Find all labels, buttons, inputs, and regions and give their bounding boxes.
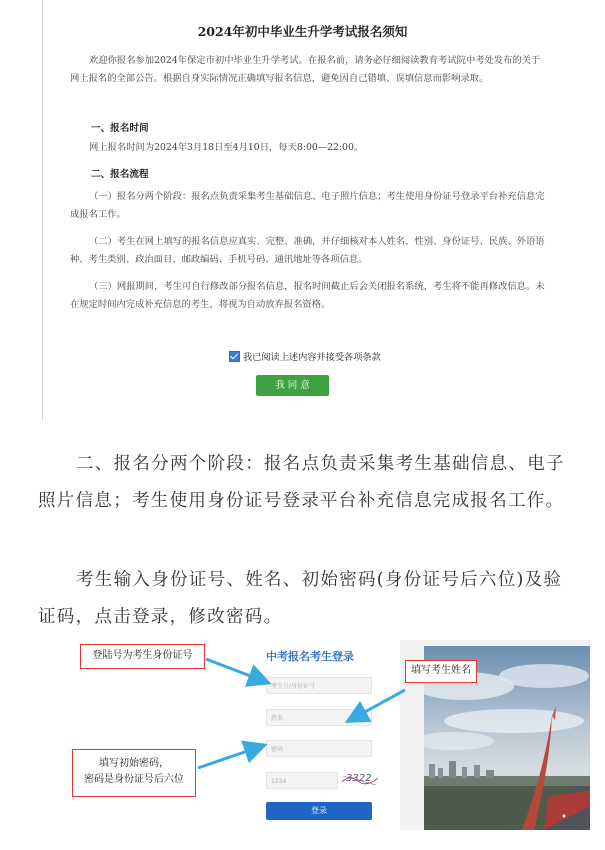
body-paragraph-2: 考生输入身份证号、姓名、初始密码(身份证号后六位)及验证码，点击登录，修改密码。 bbox=[38, 570, 563, 627]
arrow-id bbox=[206, 659, 266, 682]
process-step-2: （二）考生在网上填写的报名信息应真实、完整、准确，并仔细核对本人姓名、性别、身份证号、民族、外语语种、考生类别、政治面目、邮政编码、手机号码、通讯地址等各项信息。 bbox=[70, 236, 545, 265]
login-button[interactable]: 登录 bbox=[266, 802, 372, 820]
callout-id-hint: 登陆号为考生身份证号 bbox=[80, 644, 205, 669]
id-number-input[interactable]: 考生号/身份证号 bbox=[266, 677, 372, 694]
agree-checkbox-label[interactable]: 我已阅读上述内容并接受各项条款 bbox=[243, 352, 381, 363]
captcha-input[interactable]: 1234 bbox=[266, 772, 338, 789]
arrow-name bbox=[350, 690, 405, 720]
process-step-1: （一）报名分两个阶段：报名点负责采集考生基础信息、电子照片信息；考生使用身份证号登录平台补充信息完成报名工作。 bbox=[70, 191, 545, 220]
panel-left-border bbox=[42, 0, 43, 420]
login-title: 中考报名考生登录 bbox=[266, 650, 354, 663]
agree-button[interactable]: 我 同 意 bbox=[256, 375, 329, 396]
agree-checkbox[interactable] bbox=[229, 351, 240, 362]
notice-title: 2024年初中毕业生升学考试报名须知 bbox=[197, 24, 408, 39]
section-time-text: 网上报名时间为2024年3月18日至4月10日，每天8:00—22:00。 bbox=[89, 142, 364, 153]
body-paragraph-1: 二、报名分两个阶段：报名点负责采集考生基础信息、电子照片信息；考生使用身份证号登录平台补充信息完成报名工作。 bbox=[38, 454, 565, 511]
notice-intro: 欢迎你报名参加2024年保定市初中毕业生升学考试。在报名前，请务必仔细阅读教育考试院中考处发布的关于网上报名的全部公告。根据自身实际情况正确填写报名信息，避免因自己错填、误填信息而影响录取。 bbox=[70, 55, 541, 84]
callout-password-hint bbox=[72, 749, 196, 797]
agree-row[interactable] bbox=[229, 349, 381, 363]
callout-password-line-1: 填写初始密码， bbox=[99, 758, 169, 769]
password-input[interactable]: 密码 bbox=[266, 740, 372, 757]
section-process-heading: 二、报名流程 bbox=[91, 169, 149, 180]
callout-name-hint: 填写考生姓名 bbox=[405, 660, 477, 683]
arrow-password bbox=[198, 746, 262, 768]
process-step-3: （三）网报期间，考生可自行修改部分报名信息，报名时间截止后会关闭报名系统，考生将不能再修改信息。未在规定时间内完成补充信息的考生，将视为自动放弃报名资格。 bbox=[70, 281, 545, 310]
section-time-heading: 一、报名时间 bbox=[91, 123, 149, 134]
callout-password-line-2: 密码是身份证号后六位 bbox=[84, 774, 184, 785]
name-input[interactable]: 姓名 bbox=[266, 709, 372, 726]
captcha-text: 3322 bbox=[346, 773, 372, 784]
notice-panel bbox=[0, 0, 605, 420]
